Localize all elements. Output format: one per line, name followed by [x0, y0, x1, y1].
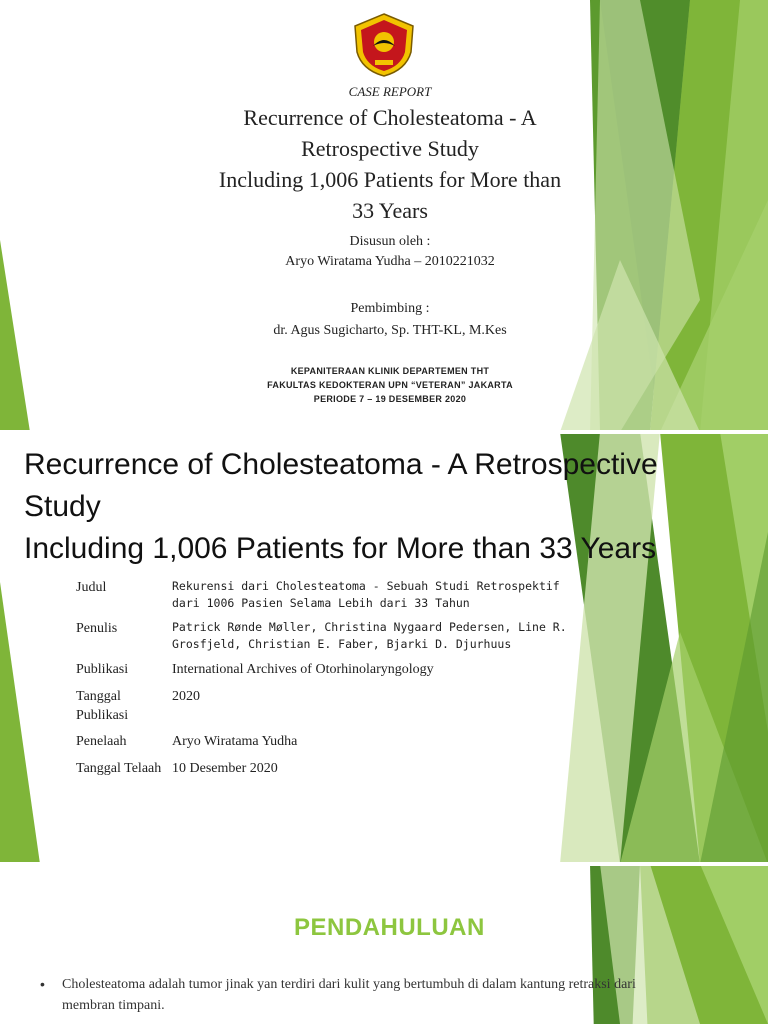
- row-value: 10 Desember 2020: [172, 761, 278, 776]
- row-value: Patrick Rønde Møller, Christina Nygaard Pedersen, Line R. Grosfjeld, Christian E. Faber, Bjarki D. Djurhuus: [172, 620, 567, 651]
- row-key: Tanggal Publikasi: [76, 689, 129, 723]
- slide1-title: [180, 102, 600, 226]
- slide1-title-line: Including 1,006 Patients for More than: [218, 167, 562, 192]
- pembimbing-label: Pembimbing :: [350, 301, 430, 316]
- supervisor-name: dr. Agus Sugicharto, Sp. THT-KL, M.Kes: [273, 323, 507, 338]
- section-title: PENDAHULUAN: [294, 914, 485, 941]
- case-report-label: CASE REPORT: [348, 84, 432, 99]
- bullet-text: Cholesteatoma adalah tumor jinak yan terdiri dari kulit yang bertumbuh di dalam kantung retraksi dari membran timpani.: [62, 977, 636, 1013]
- slide-divider: [0, 862, 768, 866]
- list-item: [40, 974, 690, 1016]
- slide1-title-line: Retrospective Study: [301, 136, 479, 161]
- table-row: [76, 732, 582, 759]
- row-value: Rekurensi dari Cholesteatoma - Sebuah Studi Retrospektif dari 1006 Pasien Selama Lebih dari 33 Tahun: [172, 579, 560, 610]
- slide1-title-line: 33 Years: [352, 198, 428, 223]
- dept-line: FAKULTAS KEDOKTERAN UPN “VETERAN” JAKARTA: [267, 380, 513, 390]
- table-row: [76, 759, 582, 786]
- row-value: International Archives of Otorhinolaryngology: [172, 662, 434, 677]
- disusun-label: Disusun oleh :: [349, 234, 431, 249]
- row-key: Tanggal Telaah: [76, 761, 162, 776]
- slide-divider: [0, 430, 768, 434]
- dept-line: PERIODE 7 – 19 DESEMBER 2020: [313, 394, 467, 404]
- row-key: Publikasi: [76, 662, 129, 677]
- slide2-title-line: Study: [24, 490, 101, 523]
- slide-introduction: [0, 864, 768, 1024]
- slide2-title: [24, 444, 764, 570]
- dept-line: KEPANITERAAN KLINIK DEPARTEMEN THT: [290, 366, 490, 376]
- slide1-title-line: Recurrence of Cholesteatoma - A: [243, 105, 537, 130]
- author-name: Aryo Wiratama Yudha – 2010221032: [285, 254, 495, 269]
- table-row: [76, 660, 582, 687]
- table-row: [76, 578, 582, 619]
- row-key: Penulis: [76, 621, 118, 636]
- row-key: Judul: [76, 580, 107, 595]
- row-key: Penelaah: [76, 734, 127, 749]
- supervisor-block: [180, 298, 600, 342]
- row-value: Aryo Wiratama Yudha: [172, 734, 298, 749]
- slide2-title-line: Including 1,006 Patients for More than 33 Years: [24, 532, 657, 565]
- slide2-title-line: Recurrence of Cholesteatoma - A Retrospective: [24, 448, 658, 481]
- department-block: [180, 364, 600, 406]
- bullet-icon: •: [40, 976, 45, 992]
- slide-title: [0, 0, 768, 432]
- table-row: [76, 687, 582, 732]
- slide-summary: [0, 432, 768, 864]
- university-logo: [351, 12, 417, 78]
- row-value: 2020: [172, 689, 200, 704]
- author-block: [180, 232, 600, 272]
- table-row: [76, 619, 582, 660]
- article-info-table: [76, 578, 582, 786]
